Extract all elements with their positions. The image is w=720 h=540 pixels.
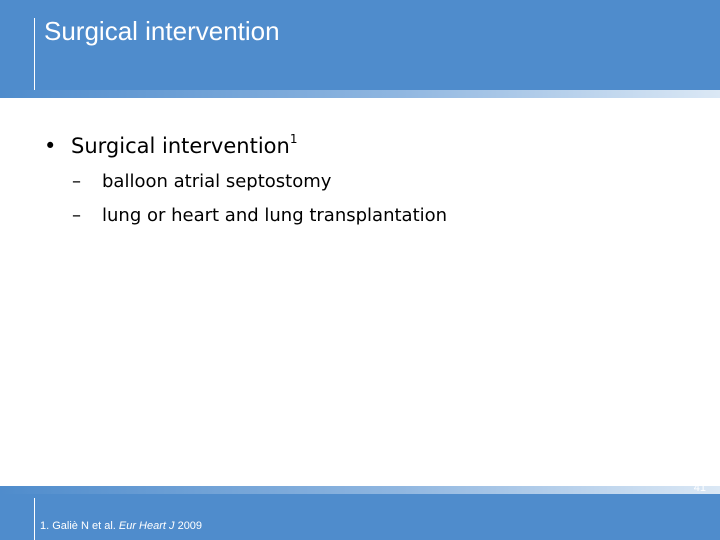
citation-journal: Eur Heart J xyxy=(118,520,175,532)
citation xyxy=(40,520,202,532)
reference-superscript: 1 xyxy=(289,132,298,146)
sub-bullet-marker: – xyxy=(72,205,81,226)
sub-bullet-marker: – xyxy=(72,171,81,192)
main-bullet xyxy=(44,132,297,158)
title-divider-line xyxy=(34,18,35,90)
footer-bar-gradient-edge xyxy=(0,486,720,494)
slide-title: Surgical intervention xyxy=(44,16,280,46)
bullet-text: Surgical intervention xyxy=(71,134,290,158)
sub-bullet-text: lung or heart and lung transplantation xyxy=(102,205,448,226)
sub-bullet-text: balloon atrial septostomy xyxy=(102,171,332,192)
page-number: 41 xyxy=(693,482,706,494)
sub-bullet xyxy=(72,171,331,192)
citation-year: 2009 xyxy=(174,520,203,532)
title-bar-gradient-edge xyxy=(0,90,720,98)
sub-bullet xyxy=(72,205,447,226)
footer-divider-line xyxy=(34,498,35,540)
citation-authors: 1. Galiè N et al. xyxy=(40,520,119,532)
bullet-marker: • xyxy=(44,134,57,158)
